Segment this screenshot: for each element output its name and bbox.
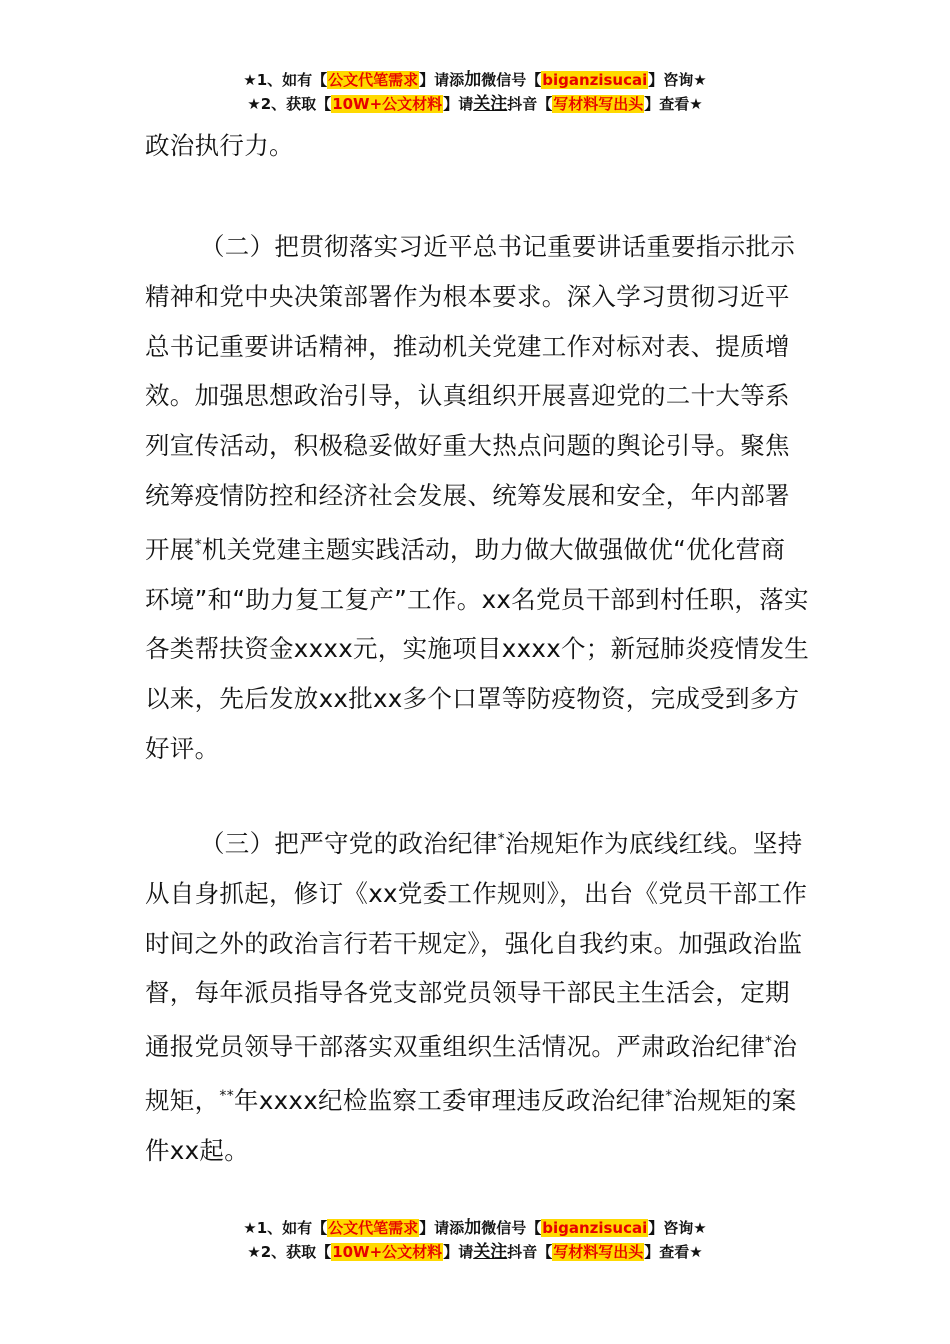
banner-emphasis: 关注 [473, 1242, 508, 1262]
banner-text: ★2、获取【 [247, 95, 332, 113]
banner-text: 】咨询★ [648, 1219, 707, 1237]
banner-text: ★2、获取【 [247, 1243, 332, 1261]
banner-highlight: 公文代笔需求 [328, 1219, 419, 1237]
paragraph-section-2: （二）把贯彻落实习近平总书记重要讲话重要指示批示精神和党中央决策部署作为根本要求。深入学习贯彻习近平总书记重要讲话精神，推动机关党建工作对标对表、提质增效。加强思想政治引导，认真组织开展喜迎党的二十大等系列宣传活动，积极稳妥做好重大热点问题的舆论引导。聚焦统筹疫情防控和经济社会发展、统筹发展和安全，年内部署开展*机关党建主题实践活动，助力做大做强做优“优化营商环境”和“助力复工复产”工作。xx名党员干部到村任职，落实各类帮扶资金xxxx元，实施项目xxxx个；新冠肺炎疫情发生以来，先后发放xx批xx多个口罩等防疫物资，完成受到多方好评。 [145, 232, 809, 763]
footer-banner-line-2 [0, 1240, 950, 1264]
footer-banner-line-1 [0, 1216, 950, 1240]
banner-text: 】请 [443, 1243, 474, 1261]
banner-emphasis: 加 [464, 1218, 482, 1238]
footer-banner [0, 1216, 950, 1264]
banner-highlight: 10W+公文材料 [332, 1243, 443, 1261]
banner-text: ★1、如有【 [243, 1219, 328, 1237]
banner-text: 】请 [443, 95, 474, 113]
paragraph-continuation: 政治执行力。 [145, 131, 294, 160]
banner-text: 】咨询★ [648, 71, 707, 89]
header-banner-line-2 [0, 92, 950, 116]
banner-highlight: 写材料写出头 [553, 95, 644, 113]
banner-text: 】查看★ [644, 95, 703, 113]
header-banner-line-1 [0, 68, 950, 92]
banner-text: ★1、如有【 [243, 71, 328, 89]
banner-highlight: biganzisucai [542, 1219, 648, 1237]
banner-highlight: biganzisucai [542, 71, 648, 89]
banner-highlight: 10W+公文材料 [332, 95, 443, 113]
banner-text: 抖音【 [507, 95, 553, 113]
paragraph-section-3: （三）把严守党的政治纪律*治规矩作为底线红线。坚持从自身抓起，修订《xx党委工作规则》，出台《党员干部工作时间之外的政治言行若干规定》，强化自我约束。加强政治监督，每年派员指导各党支部党员领导干部民主生活会，定期通报党员领导干部落实双重组织生活情况。严肃政治纪律*治规矩，**年xxxx纪检监察工委审理违反政治纪律*治规矩的案件xx起。 [145, 829, 808, 1165]
banner-text: 】查看★ [644, 1243, 703, 1261]
banner-text: 】请添 [419, 71, 465, 89]
banner-emphasis: 关注 [473, 94, 508, 114]
banner-highlight: 写材料写出头 [553, 1243, 644, 1261]
banner-highlight: 公文代笔需求 [328, 71, 419, 89]
banner-text: 微信号【 [481, 71, 542, 89]
banner-emphasis: 加 [464, 70, 482, 90]
banner-text: 】请添 [419, 1219, 465, 1237]
header-banner [0, 68, 950, 116]
banner-text: 抖音【 [507, 1243, 553, 1261]
banner-text: 微信号【 [481, 1219, 542, 1237]
